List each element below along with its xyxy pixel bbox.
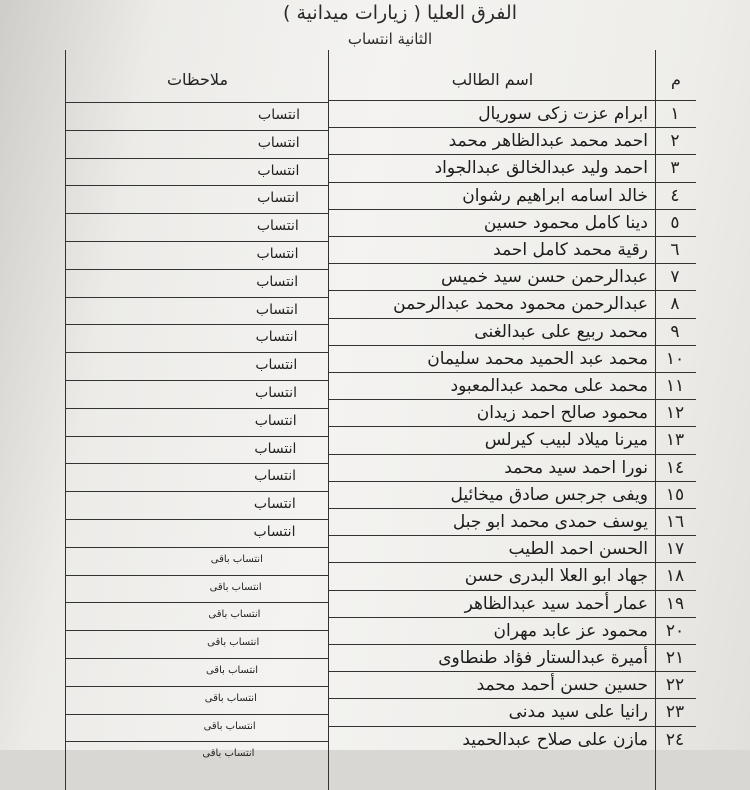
student-name: عمار أحمد سيد عبدالظاهر bbox=[464, 593, 648, 614]
student-name: محمد على محمد عبدالمعبود bbox=[450, 376, 648, 396]
student-name: احمد محمد عبدالظاهر محمد bbox=[448, 131, 648, 152]
student-note: انتساب bbox=[254, 440, 297, 457]
page-title: الفرق العليا ( زيارات ميدانية ) bbox=[283, 2, 517, 24]
student-name: محمود صالح احمد زيدان bbox=[476, 403, 648, 424]
row-number: ٨ bbox=[670, 294, 680, 315]
row-number: ١٦ bbox=[665, 512, 685, 532]
table-row bbox=[329, 426, 696, 453]
table-row bbox=[329, 481, 696, 508]
row-number: ٧ bbox=[670, 267, 680, 288]
table-row bbox=[329, 508, 696, 535]
row-number: ١٤ bbox=[665, 457, 685, 478]
student-note: انتساب باقى bbox=[202, 748, 255, 760]
table-row bbox=[329, 617, 696, 644]
student-note: انتساب bbox=[255, 357, 298, 374]
student-note: انتساب bbox=[254, 468, 297, 485]
student-note: انتساب باقى bbox=[208, 609, 261, 621]
student-note: انتساب bbox=[256, 218, 299, 235]
student-note: انتساب bbox=[257, 190, 300, 207]
student-name: دينا كامل محمود حسين bbox=[483, 212, 648, 233]
table-row bbox=[329, 562, 696, 589]
table-row bbox=[329, 100, 696, 127]
row-number: ٢ bbox=[670, 131, 680, 152]
row-number: ٤ bbox=[670, 185, 680, 206]
table-row bbox=[329, 454, 696, 481]
student-note: انتساب bbox=[256, 246, 299, 262]
table-row bbox=[329, 209, 696, 236]
row-number: ١٥ bbox=[665, 484, 685, 505]
row-number: ١٩ bbox=[665, 593, 685, 614]
student-note: انتساب bbox=[255, 301, 298, 318]
table-row bbox=[329, 671, 696, 698]
table-row bbox=[329, 590, 696, 617]
student-note: انتساب باقى bbox=[203, 720, 256, 732]
row-number: ٢٢ bbox=[665, 675, 685, 696]
student-note: انتساب باقى bbox=[204, 692, 257, 704]
table-row bbox=[329, 182, 696, 209]
table-row bbox=[329, 127, 696, 154]
row-number: ١٣ bbox=[665, 430, 685, 451]
student-name: يوسف حمدى محمد ابو جبل bbox=[452, 512, 648, 532]
column-header-name: اسم الطالب bbox=[451, 70, 534, 89]
page-subtitle: الثانية انتساب bbox=[347, 30, 433, 48]
row-number: ٩ bbox=[670, 321, 680, 342]
students-table bbox=[65, 50, 696, 790]
table-row bbox=[329, 644, 696, 671]
student-name: محمد ربيع على عبدالغنى bbox=[474, 321, 648, 342]
student-name: عبدالرحمن محمود محمد عبدالرحمن bbox=[393, 294, 648, 315]
table-row bbox=[329, 399, 696, 426]
student-note: انتساب bbox=[255, 329, 298, 346]
table-row bbox=[329, 535, 696, 562]
student-note: انتساب bbox=[258, 107, 300, 123]
table-row bbox=[329, 698, 696, 725]
student-name: ابرام عزت زكى سوريال bbox=[478, 104, 648, 124]
student-name: احمد وليد عبدالخالق عبدالجواد bbox=[434, 158, 648, 179]
row-number: ٣ bbox=[670, 158, 680, 179]
student-name: حسين حسن أحمد محمد bbox=[476, 675, 648, 696]
student-name: الحسن احمد الطيب bbox=[508, 539, 648, 560]
table-row bbox=[329, 318, 696, 345]
student-note: انتساب باقى bbox=[210, 553, 263, 565]
student-note: انتساب bbox=[256, 273, 299, 290]
row-number: ١٢ bbox=[665, 403, 685, 424]
student-name: محمد عبد الحميد محمد سليمان bbox=[427, 348, 648, 369]
student-note: انتساب bbox=[257, 134, 300, 151]
student-name: رقية محمد كامل احمد bbox=[493, 240, 648, 260]
row-number: ٢٠ bbox=[665, 620, 685, 641]
table-row bbox=[329, 726, 696, 753]
student-name: ميرنا ميلاد لبيب كيرلس bbox=[484, 430, 648, 451]
student-name: رانيا على سيد مدنى bbox=[508, 702, 648, 723]
student-name: أميرة عبدالستار فؤاد طنطاوى bbox=[438, 648, 648, 668]
table-row bbox=[329, 372, 696, 399]
row-number: ٢٤ bbox=[665, 729, 685, 750]
student-note: انتساب bbox=[255, 385, 297, 401]
row-number: ١ bbox=[670, 104, 680, 124]
row-number: ١١ bbox=[665, 376, 685, 396]
row-number: ١٨ bbox=[665, 566, 685, 587]
table-row bbox=[329, 154, 696, 181]
student-name: عبدالرحمن حسن سيد خميس bbox=[440, 267, 648, 288]
student-note: انتساب bbox=[254, 412, 297, 429]
student-note: انتساب باقى bbox=[205, 665, 259, 676]
row-number: ٢١ bbox=[665, 648, 685, 668]
table-row bbox=[329, 236, 696, 263]
row-number: ٢٣ bbox=[665, 702, 685, 723]
student-name: خالد اسامه ابراهيم رشوان bbox=[462, 185, 648, 206]
student-note: انتساب bbox=[253, 496, 296, 513]
column-header-number: م bbox=[671, 70, 681, 89]
table-row bbox=[329, 290, 696, 317]
student-name: مازن على صلاح عبدالحميد bbox=[462, 729, 648, 750]
student-note: انتساب bbox=[253, 524, 296, 540]
student-note: انتساب باقى bbox=[207, 637, 260, 649]
row-number: ١٠ bbox=[665, 348, 685, 369]
student-name: ويفى جرجس صادق ميخائيل bbox=[450, 484, 648, 505]
student-note: انتساب bbox=[257, 162, 300, 179]
column-header-notes: ملاحظات bbox=[166, 70, 229, 89]
student-name: جهاد ابو العلا البدرى حسن bbox=[464, 566, 648, 587]
student-note: انتساب باقى bbox=[209, 581, 262, 593]
row-number: ٦ bbox=[670, 240, 680, 260]
table-row bbox=[329, 345, 696, 372]
student-name: محمود عز عابد مهران bbox=[493, 620, 648, 641]
row-number: ٥ bbox=[670, 212, 680, 233]
student-name: نورا احمد سيد محمد bbox=[504, 457, 648, 478]
row-number: ١٧ bbox=[665, 539, 685, 560]
table-row bbox=[329, 263, 696, 290]
